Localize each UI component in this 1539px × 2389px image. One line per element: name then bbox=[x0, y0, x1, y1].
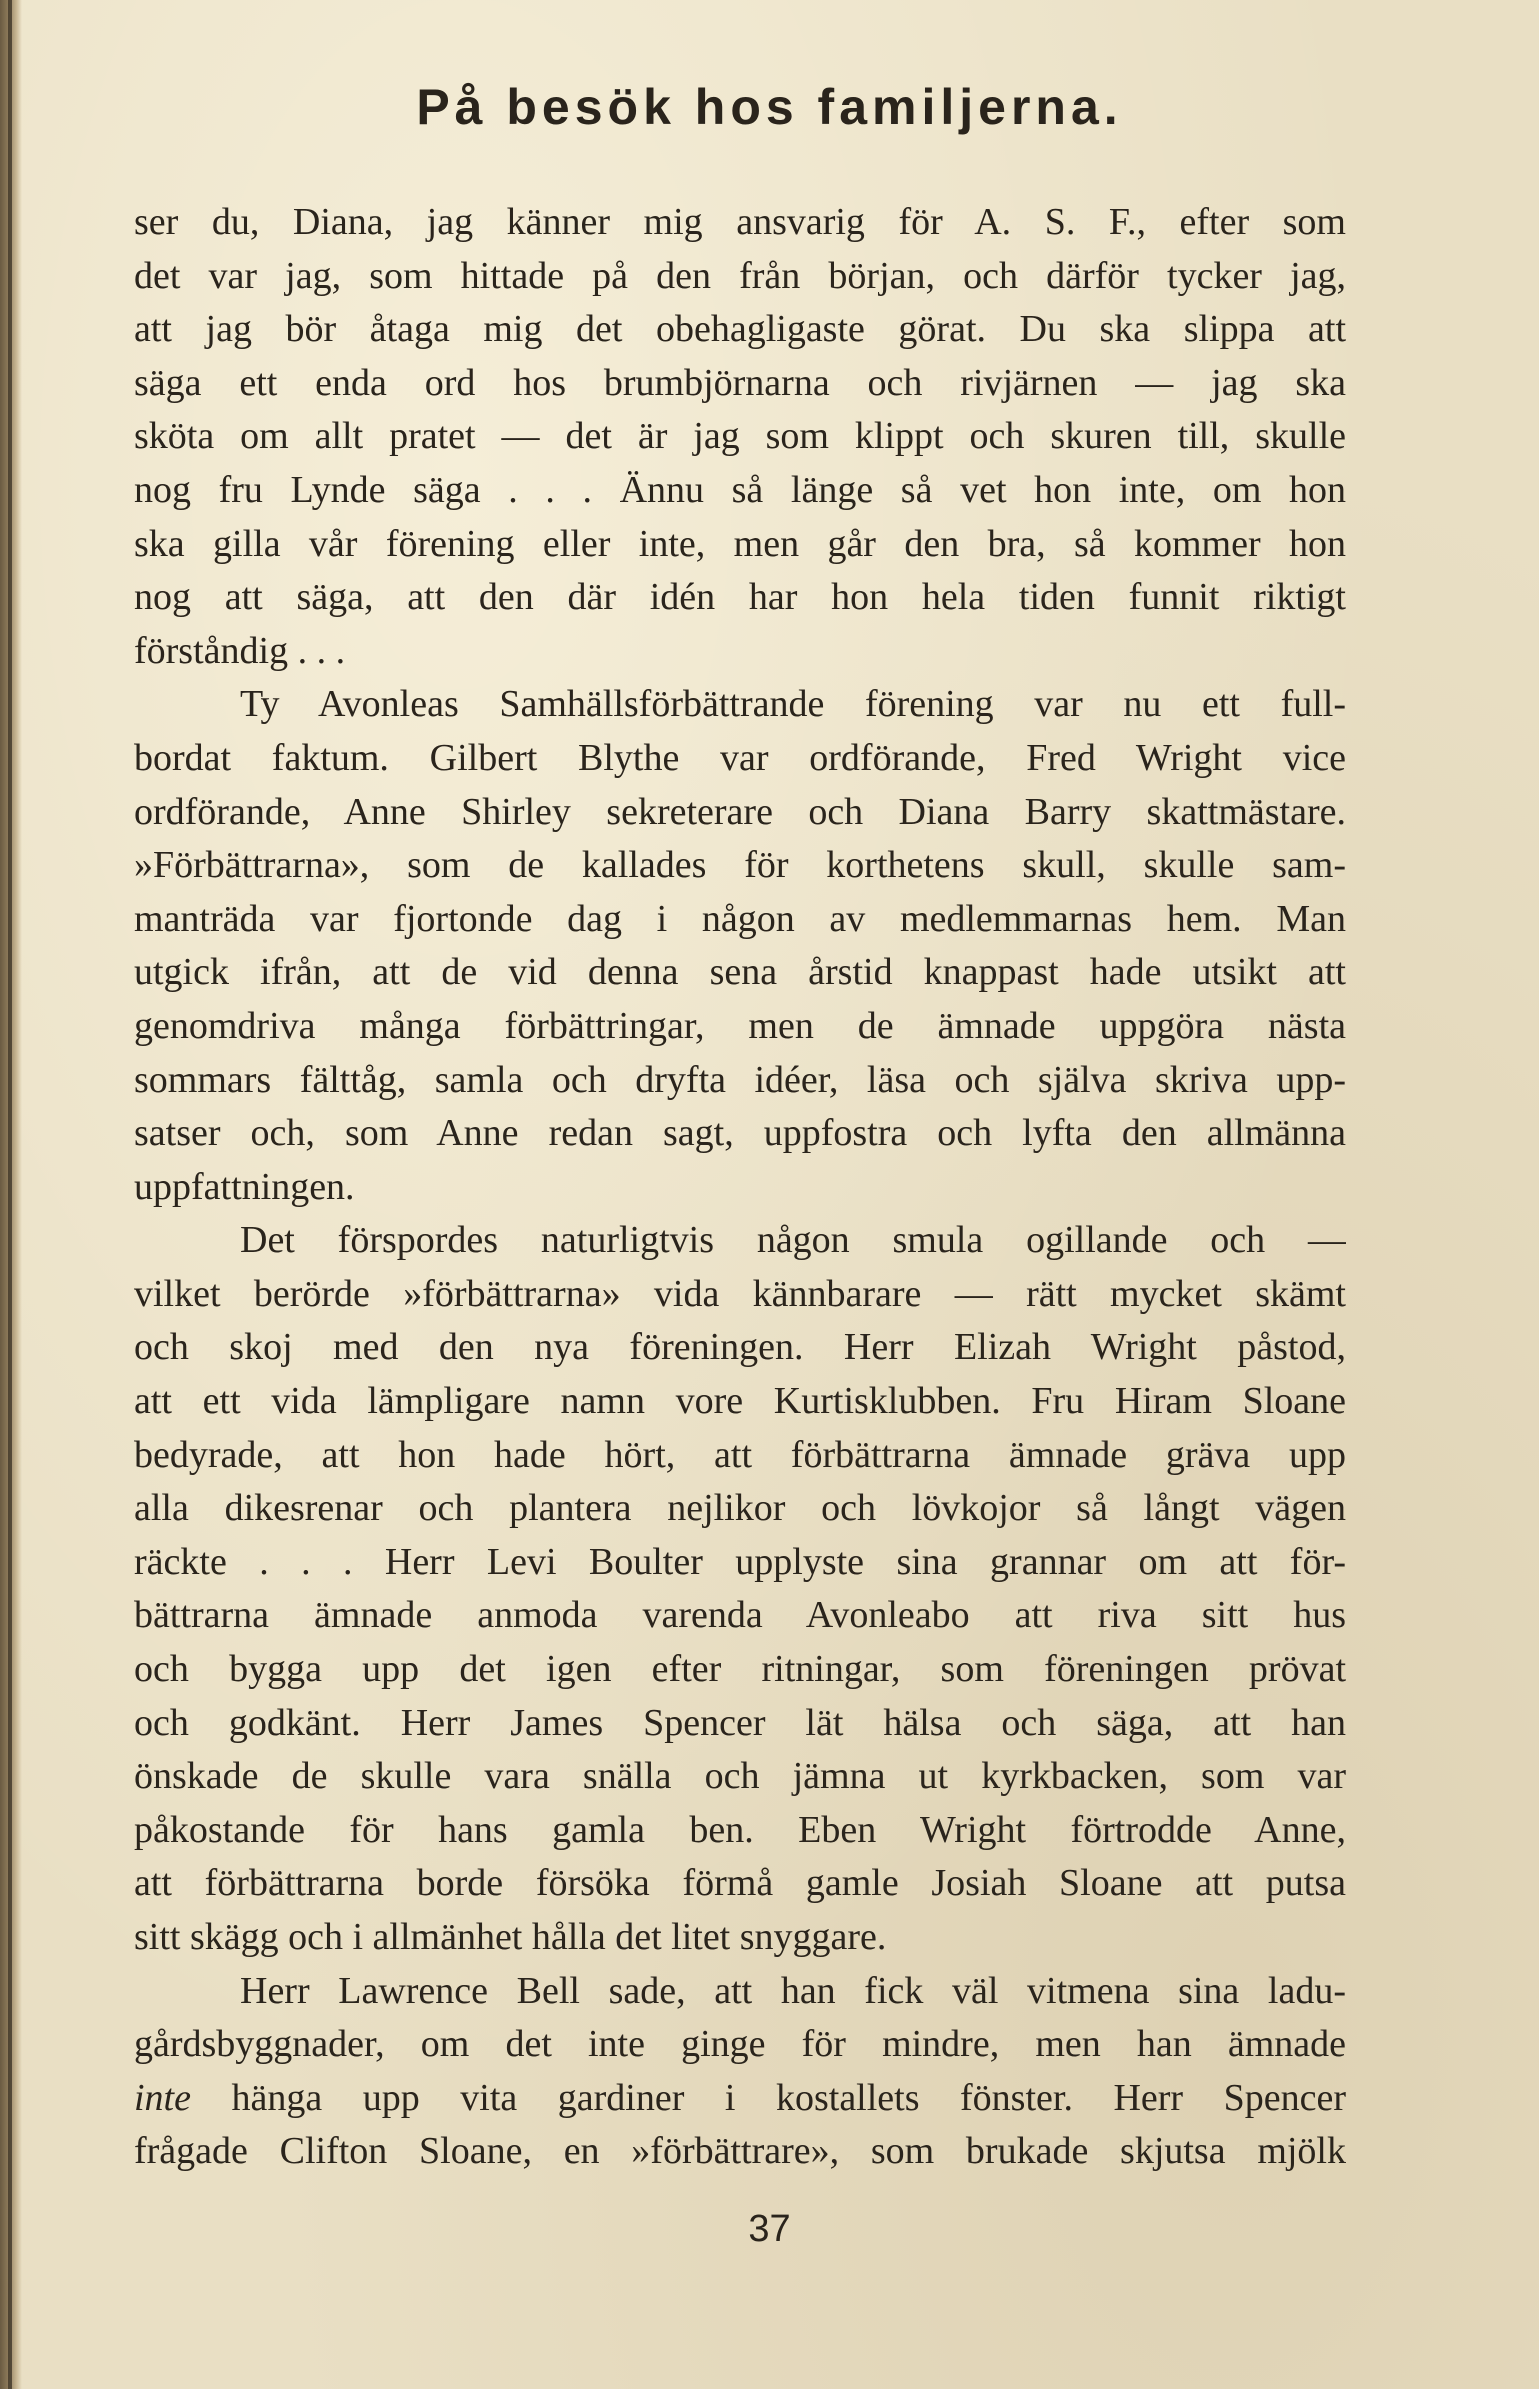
text-line: vilket berörde »förbättrarna» vida kännbarare — rätt mycket skämt bbox=[134, 1272, 1346, 1315]
text-line: att förbättrarna borde försöka förmå gamle Josiah Sloane att putsa bbox=[134, 1862, 1346, 1905]
text-line: nog fru Lynde säga . . . Ännu så länge så vet hon inte, om hon bbox=[134, 468, 1346, 511]
text-line: bordat faktum. Gilbert Blythe var ordförande, Fred Wright vice bbox=[134, 736, 1346, 779]
text-line: sommars fälttåg, samla och dryfta idéer, läsa och själva skriva upp- bbox=[134, 1058, 1346, 1101]
text-line bbox=[134, 2072, 1346, 2126]
text-line: säga ett enda ord hos brumbjörnarna och rivjärnen — jag ska bbox=[134, 361, 1346, 404]
spine-shadow-line bbox=[8, 0, 12, 2389]
text-line: att jag bör åtaga mig det obehagligaste görat. Du ska slippa att bbox=[134, 308, 1346, 351]
text-line: sitt skägg och i allmänhet hålla det litet snyggare. bbox=[134, 1916, 887, 1958]
text-line: frågade Clifton Sloane, en »förbättrare», som brukade skjutsa mjölk bbox=[134, 2130, 1346, 2173]
text-line: och skoj med den nya föreningen. Herr Elizah Wright påstod, bbox=[134, 1326, 1346, 1369]
text-line: påkostande för hans gamla ben. Eben Wright förtrodde Anne, bbox=[134, 1808, 1346, 1851]
running-title: På besök hos familjerna. bbox=[416, 79, 1123, 135]
text-line: utgick ifrån, att de vid denna sena årstid knappast hade utsikt att bbox=[134, 951, 1346, 994]
text-line: Det förspordes naturligtvis någon smula ogillande och — bbox=[240, 1219, 1346, 1262]
text-line: önskade de skulle vara snälla och jämna ut kyrkbacken, som var bbox=[134, 1755, 1346, 1798]
text-line: uppfattningen. bbox=[134, 1165, 355, 1208]
text-line: alla dikesrenar och plantera nejlikor och lövkojor så långt vägen bbox=[134, 1487, 1346, 1530]
text-line: ordförande, Anne Shirley sekreterare och Diana Barry skattmästare. bbox=[134, 790, 1346, 833]
text-line: förståndig . . . bbox=[134, 629, 346, 672]
page-number: 37 bbox=[748, 2208, 791, 2250]
text-line: bättrarna ämnade anmoda varenda Avonleabo att riva sitt hus bbox=[134, 1594, 1346, 1637]
text-line: sköta om allt pratet — det är jag som klippt och skuren till, skulle bbox=[134, 415, 1346, 458]
text-line: ska gilla vår förening eller inte, men går den bra, så kommer hon bbox=[134, 522, 1346, 565]
text-line-rest: hänga upp vita gardiner i kostallets fönster. Herr Spencer bbox=[190, 2076, 1346, 2119]
text-line: räckte . . . Herr Levi Boulter upplyste sina grannar om att för- bbox=[134, 1540, 1346, 1583]
text-line: Ty Avonleas Samhällsförbättrande förening var nu ett full- bbox=[240, 683, 1346, 726]
text-line: det var jag, som hittade på den från början, och därför tycker jag, bbox=[134, 254, 1346, 297]
text-line: och godkänt. Herr James Spencer lät hälsa och säga, att han bbox=[134, 1701, 1346, 1744]
body-text bbox=[134, 196, 1346, 2179]
text-line: ser du, Diana, jag känner mig ansvarig för A. S. F., efter som bbox=[134, 201, 1346, 243]
text-line: gårdsbyggnader, om det inte ginge för mindre, men han ämnade bbox=[134, 2023, 1346, 2066]
text-line: nog att säga, att den där idén har hon hela tiden funnit riktigt bbox=[134, 576, 1346, 619]
text-line: manträda var fjortonde dag i någon av medlemmarnas hem. Man bbox=[134, 897, 1346, 940]
emphasized-word: inte bbox=[134, 2076, 191, 2119]
text-line: genomdriva många förbättringar, men de ämnade uppgöra nästa bbox=[134, 1004, 1346, 1047]
text-line: »Förbättrarna», som de kallades för korthetens skull, skulle sam- bbox=[134, 844, 1346, 887]
text-line: att ett vida lämpligare namn vore Kurtisklubben. Fru Hiram Sloane bbox=[134, 1380, 1346, 1423]
text-line: satser och, som Anne redan sagt, uppfostra och lyfta den allmänna bbox=[134, 1112, 1346, 1155]
text-line: Herr Lawrence Bell sade, att han fick väl vitmena sina ladu- bbox=[240, 1969, 1346, 2012]
text-line: och bygga upp det igen efter ritningar, som föreningen prövat bbox=[134, 1648, 1346, 1691]
text-line: bedyrade, att hon hade hört, att förbättrarna ämnade gräva upp bbox=[134, 1433, 1346, 1476]
